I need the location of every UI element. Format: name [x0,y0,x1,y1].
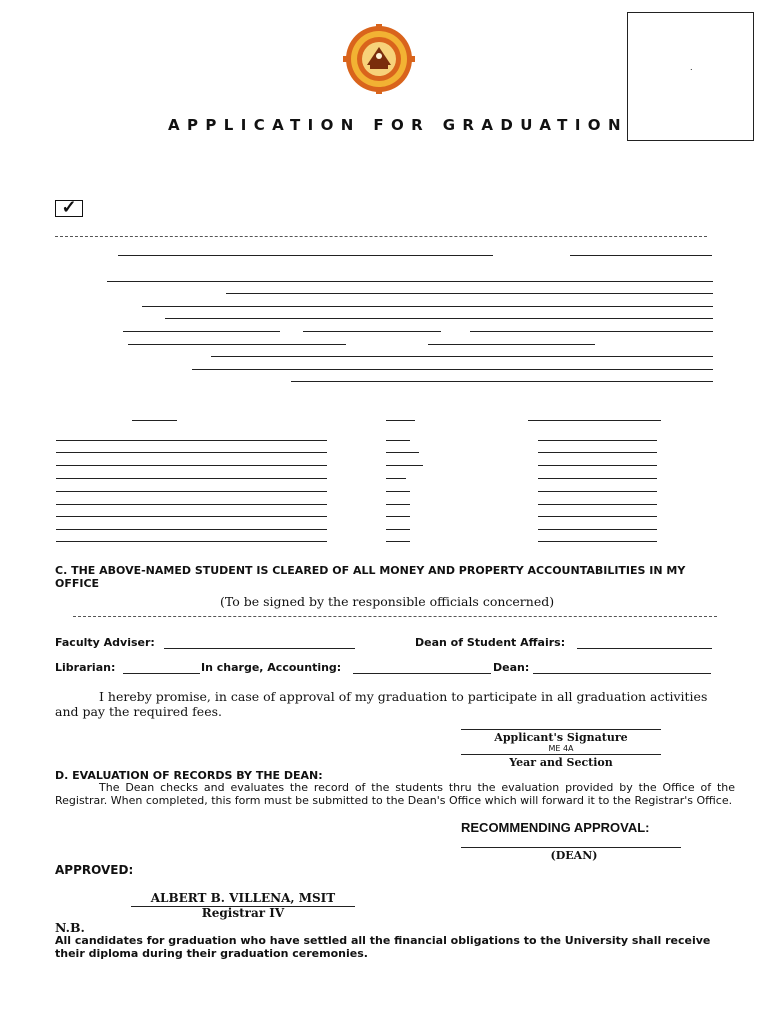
table-cell-line[interactable] [56,465,327,466]
recommending-dean-field[interactable] [461,847,681,848]
table-cell-line[interactable] [56,491,327,492]
table-cell-line[interactable] [538,541,657,542]
section-c-note: (To be signed by the responsible officials concerned) [220,594,555,609]
table-cell-line[interactable] [386,478,406,479]
field-line[interactable] [303,331,441,332]
applicant-signature-label: Applicant's Signature [494,731,628,744]
table-cell-line[interactable] [56,478,327,479]
faculty-adviser-label: Faculty Adviser: [55,636,155,649]
table-cell-line[interactable] [56,516,327,517]
table-cell-line[interactable] [538,478,657,479]
year-section-value: ME 4A [548,744,574,753]
column-header-line [132,420,177,421]
year-section-label: Year and Section [509,756,613,769]
field-line[interactable] [291,381,713,382]
nb-label: N.B. [55,920,85,935]
table-cell-line[interactable] [386,465,423,466]
section-c-heading: C. THE ABOVE-NAMED STUDENT IS CLEARED OF ALL MONEY AND PROPERTY ACCOUNTABILITIES IN MY OFFICE [55,564,686,590]
recommending-dean-label: (DEAN) [550,849,598,862]
accounting-label: In charge, Accounting: [201,661,342,674]
field-line[interactable] [123,331,280,332]
field-line[interactable] [107,281,713,282]
field-line[interactable] [470,331,713,332]
table-cell-line[interactable] [386,491,410,492]
table-cell-line[interactable] [538,452,657,453]
registrar-name: ALBERT B. VILLENA, MSIT [150,891,336,905]
year-section-field[interactable] [461,754,661,755]
photo-box [627,12,754,141]
field-line[interactable] [192,369,713,370]
separator-line [55,236,707,237]
promise-text: I hereby promise, in case of approval of my graduation to participate in all graduation activities and pay the required fees. [55,689,708,719]
table-cell-line[interactable] [538,516,657,517]
table-cell-line[interactable] [538,504,657,505]
dean-student-affairs-field[interactable] [577,648,712,649]
table-cell-line[interactable] [56,504,327,505]
check-box[interactable] [55,197,83,218]
dean-field[interactable] [533,673,711,674]
table-cell-line[interactable] [386,516,410,517]
section-d-heading: D. EVALUATION OF RECORDS BY THE DEAN: [55,769,323,782]
column-header-line [386,420,415,421]
field-line[interactable] [428,344,595,345]
field-line[interactable] [142,306,713,307]
accounting-field[interactable] [353,673,491,674]
faculty-adviser-field[interactable] [164,648,355,649]
separator-line [73,616,717,617]
applicant-signature-field[interactable] [461,729,661,730]
dean-label: Dean: [493,661,530,674]
section-d-text: The Dean checks and evaluates the record of the students thru the evaluation provided by the Office of the Registrar. When completed, this form must be submitted to the Dean's Office which will forward it to the Registrar's Office. [55,781,735,807]
photo-mark: . [690,63,693,72]
nb-text: All candidates for graduation who have settled all the financial obligations to the University shall receive their diploma during their graduation ceremonies. [55,934,711,960]
column-header-line [528,420,661,421]
table-cell-line[interactable] [56,541,327,542]
university-logo [338,24,420,94]
field-line[interactable] [128,344,346,345]
table-cell-line[interactable] [538,465,657,466]
check-mark-icon: ✓ [61,197,77,218]
field-line[interactable] [226,293,713,294]
table-cell-line[interactable] [386,529,410,530]
registrar-title: Registrar IV [201,906,285,920]
table-cell-line[interactable] [56,529,327,530]
table-cell-line[interactable] [386,541,410,542]
table-cell-line[interactable] [56,440,327,441]
table-cell-line[interactable] [386,452,419,453]
form-title: APPLICATION FOR GRADUATION [168,116,628,134]
approved-label: APPROVED: [55,863,134,877]
field-line[interactable] [211,356,713,357]
table-cell-line[interactable] [386,504,410,505]
librarian-field[interactable] [123,673,200,674]
field-line[interactable] [118,255,493,256]
table-cell-line[interactable] [538,440,657,441]
field-line[interactable] [570,255,712,256]
librarian-label: Librarian: [55,661,116,674]
table-cell-line[interactable] [386,440,410,441]
table-cell-line[interactable] [538,529,657,530]
table-cell-line[interactable] [56,452,327,453]
field-line[interactable] [165,318,713,319]
recommending-approval-label: RECOMMENDING APPROVAL: [461,820,650,835]
table-cell-line[interactable] [538,491,657,492]
dean-student-affairs-label: Dean of Student Affairs: [415,636,566,649]
